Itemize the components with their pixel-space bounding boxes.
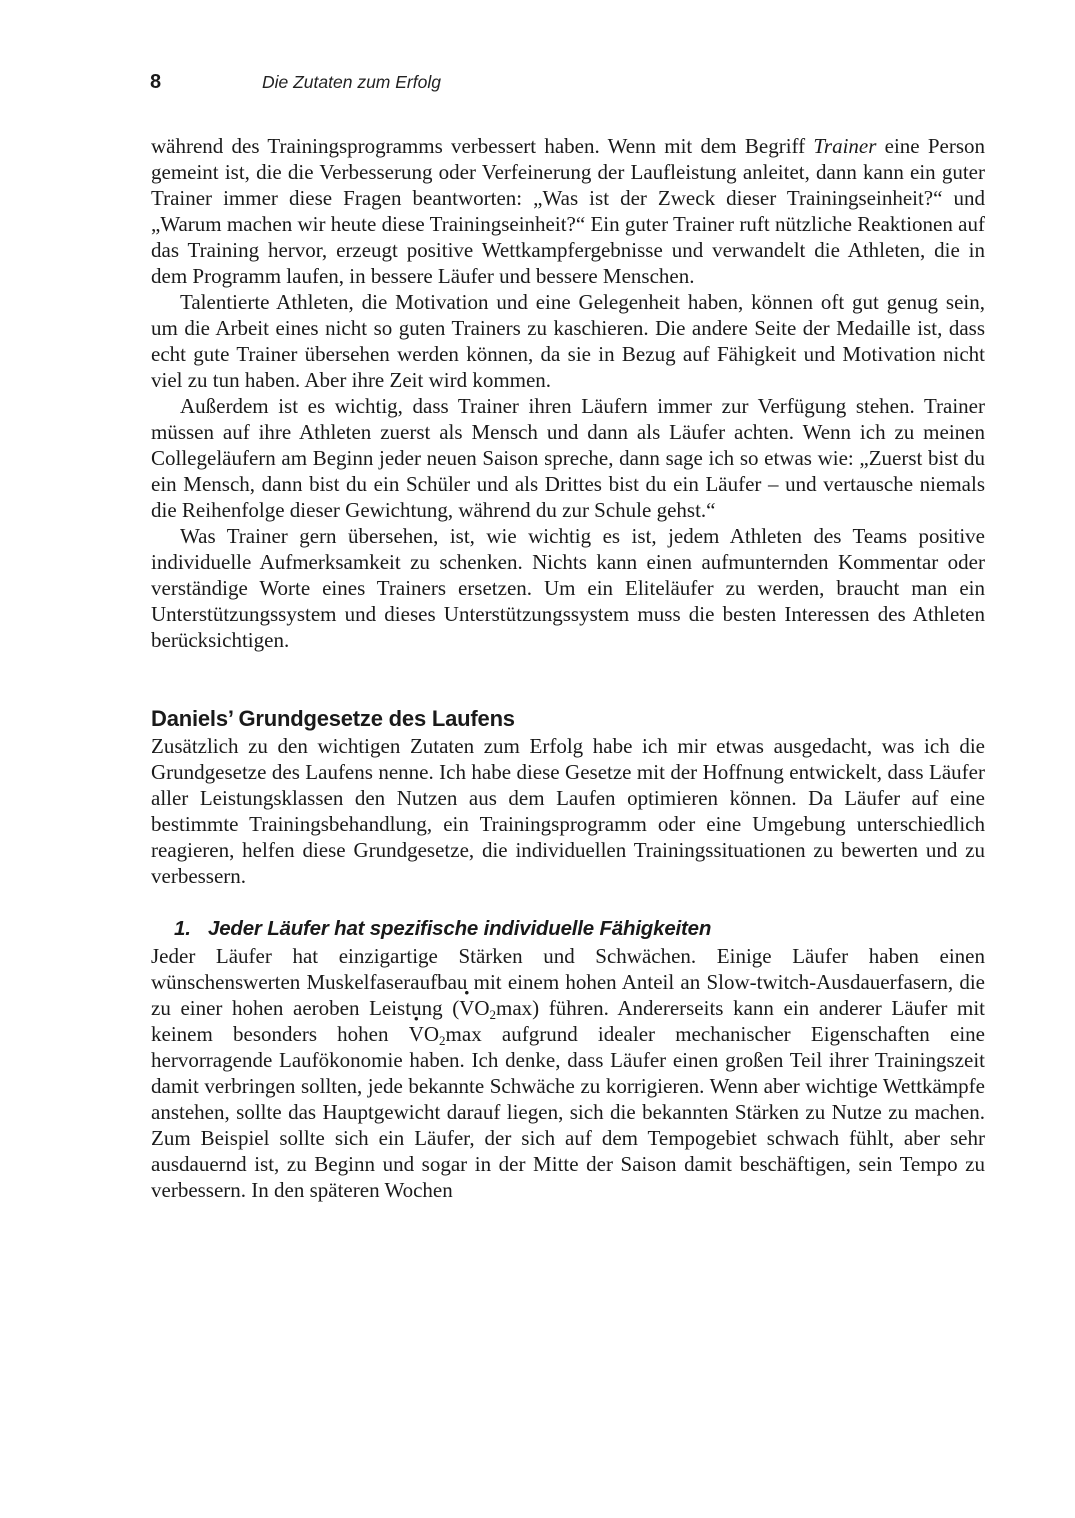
- paragraph-1-rest: eine Person gemeint ist, die die Verbesserung oder Verfeinerung der Laufleistung anleitet, dann kann ein guter Trainer immer diese Fragen beantworten: „Was ist der Zweck dieser Trainingseinheit?“ und „Warum machen wir heute diese Trainingseinheit?“ Ein guter Trainer ruft nützliche Reaktionen auf das Training hervor, erzeugt positive Wettkampfergebnisse und verwandelt die Athleten, die in dem Programm laufen, in bessere Läufer und bessere Menschen.: [151, 134, 985, 288]
- subsection-text-c: max aufgrund idealer mechanischer Eigenschaften eine hervorragende Laufökonomie haben. Ich denke, dass Läufer einen großen Teil ihrer Trainingszeit damit verbringen sollten, jede bekannte Schwäche zu korrigieren. Wenn aber wichtige Wettkämpfe anstehen, sollte das Hauptgewicht darauf liegen, sich die bekannten Stärken zu Nutze zu machen. Zum Beispiel sollte sich ein Läufer, der sich auf dem Tempogebiet schwach fühlt, aber sehr ausdauernd ist, zu Beginn und sogar in der Mitte der Saison damit beschäftigen, sein Tempo zu verbessern. In den späteren Wochen: [151, 1022, 985, 1202]
- paragraph-1-start: während des Trainingsprogramms verbessert haben. Wenn mit dem Begriff: [151, 134, 814, 158]
- subsection-heading: [151, 915, 985, 943]
- subsection-text-a: Jeder Läufer hat einzigartige Stärken und Schwächen. Einige Läufer haben einen wünschenswerten Muskelfaseraufbau mit einem hohen Anteil an Slow-twitch-Ausdauerfasern, die zu einer hohen aeroben Leistung (: [151, 944, 985, 1020]
- italic-term-trainer: Trainer: [813, 134, 877, 158]
- running-header: [150, 68, 985, 98]
- subsection-number: 1.: [174, 917, 191, 940]
- vo2-o: O: [474, 996, 490, 1020]
- vo2-subscript: 2: [489, 1007, 497, 1022]
- vo2-o: O: [423, 1022, 440, 1046]
- paragraph-1: [151, 133, 985, 289]
- vo2-symbol-2: [409, 1022, 446, 1046]
- subsection-title: Jeder Läufer hat spezifische individuelle Fähigkeiten: [208, 917, 712, 940]
- running-title: Die Zutaten zum Erfolg: [262, 72, 441, 92]
- section-heading: Daniels’ Grundgesetze des Laufens: [151, 706, 515, 731]
- vo2-v-dot: · V: [409, 1021, 424, 1047]
- paragraph-3: Außerdem ist es wichtig, dass Trainer ihren Läufern immer zur Verfügung stehen. Trainer müssen auf ihre Athleten zuerst als Mensch und dann als Läufer achten. Wenn ich zu meinen Collegeläufern am Beginn jeder neuen Saison spreche, dann sage ich so etwas wie: „Zuerst bist du ein Mensch, dann bist du ein Schüler und als Drittes bist du ein Läufer – und vertausche niemals die Reihenfolge dieser Gewichtung, während du zur Schule gehst.“: [151, 394, 985, 522]
- vo2-subscript: 2: [439, 1033, 446, 1048]
- page-number: 8: [150, 71, 162, 93]
- subsection-text-b: max) führen. Andererseits kann ein anderer Läufer mit keinem besonders hohen: [151, 996, 985, 1046]
- subsection-spacer: [151, 889, 985, 915]
- vo2-v-dot: · V: [459, 995, 474, 1021]
- subsection-paragraph: [151, 943, 985, 1203]
- body-text: [151, 133, 985, 1203]
- paragraph-2: Talentierte Athleten, die Motivation und eine Gelegenheit haben, können oft gut genug sein, um die Arbeit eines nicht so guten Trainers zu kaschieren. Die andere Seite der Medaille ist, dass echt gute Trainer übersehen werden können, da sie in Bezug auf Fähigkeit und Motivation nicht viel zu tun haben. Aber ihre Zeit wird kommen.: [151, 290, 985, 392]
- paragraph-4: Was Trainer gern übersehen, ist, wie wichtig es ist, jedem Athleten des Teams positive individuelle Aufmerksamkeit zu schenken. Nichts kann einen aufmunternden Kommentar oder verständige Worte eines Trainers ersetzen. Um ein Eliteläufer zu werden, braucht man ein Unterstützungssystem und dieses Unterstützungssystem muss die besten Interessen des Athleten berücksichtigen.: [151, 524, 985, 652]
- vo2-symbol-1: [459, 996, 496, 1020]
- section-intro-paragraph: Zusätzlich zu den wichtigen Zutaten zum Erfolg habe ich mir etwas ausgedacht, was ich die Grundgesetze des Laufens nenne. Ich habe diese Gesetze mit der Hoffnung entwickelt, dass Läufer aller Leistungsklassen den Nutzen aus dem Laufen optimieren können. Da Läufer auf eine bestimmte Trainingsbehandlung, ein Trainingsprogramm oder eine Umgebung unterschiedlich reagieren, helfen diese Grundgesetze, die individuellen Trainingssituationen zu bewerten und zu verbessern.: [151, 734, 985, 888]
- section-spacer: [151, 653, 985, 705]
